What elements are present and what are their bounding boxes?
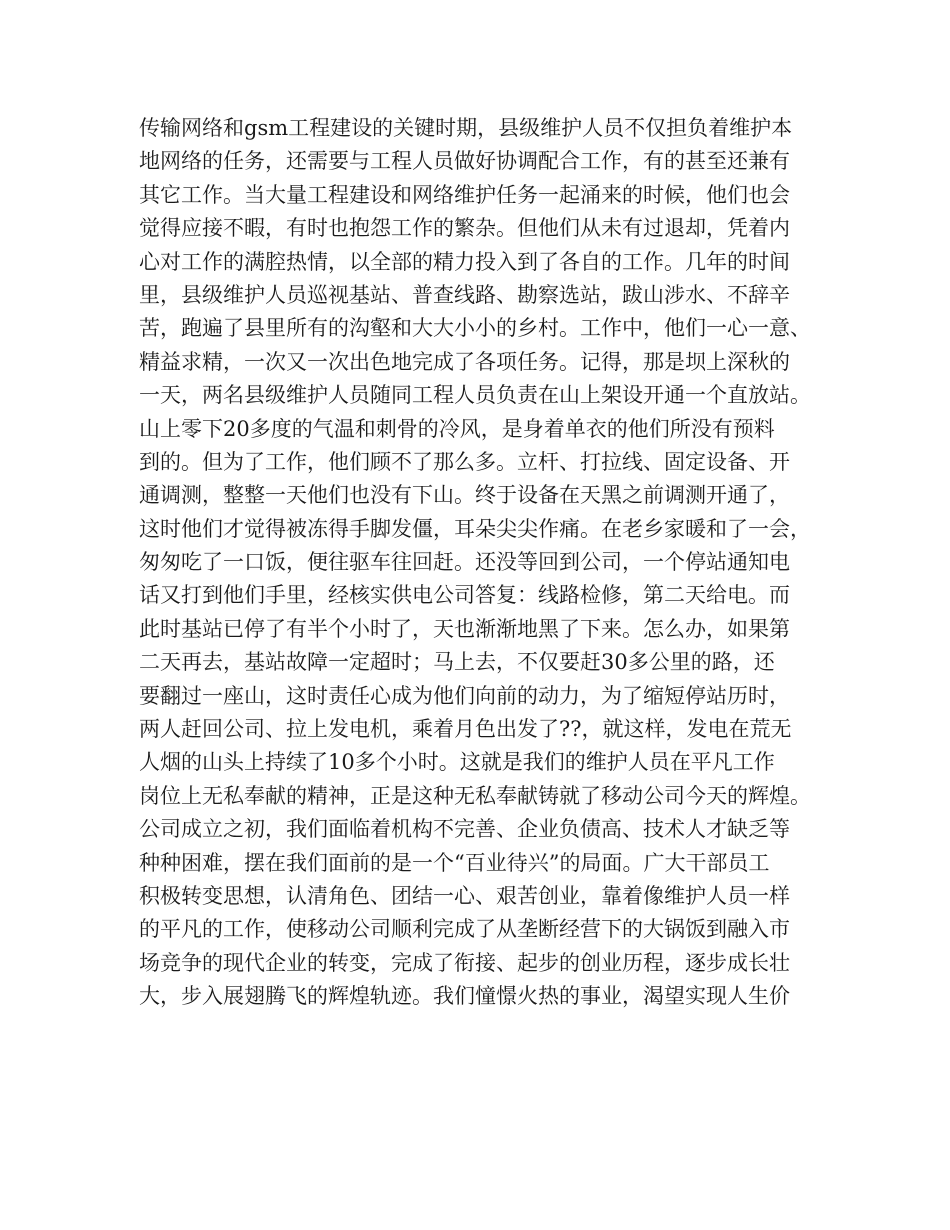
text-line: 此时基站已停了有半个小时了，天也渐渐地黑了下来。怎么办，如果第 xyxy=(139,616,790,641)
text-line: 精益求精，一次又一次出色地完成了各项任务。记得，那是坝上深秋的 xyxy=(139,349,790,374)
text-line: 地网络的任务，还需要与工程人员做好协调配合工作，有的甚至还兼有 xyxy=(139,149,790,174)
text-line: 其它工作。当大量工程建设和网络维护任务一起涌来的时候，他们也会 xyxy=(139,182,790,207)
text-line: 一天，两名县级维护人员随同工程人员负责在山上架设开通一个直放站。 xyxy=(139,383,811,408)
text-line: 这时他们才觉得被冻得手脚发僵，耳朵尖尖作痛。在老乡家暖和了一会， xyxy=(139,516,811,541)
text-line: 岗位上无私奉献的精神，正是这种无私奉献铸就了移动公司今天的辉煌。 xyxy=(139,783,811,808)
text-line: 传输网络和gsm工程建设的关键时期，县级维护人员不仅担负着维护本 xyxy=(139,116,793,140)
text-line: 山上零下20多度的气温和刺骨的冷风，是身着单衣的他们所没有预料 xyxy=(139,416,775,441)
text-line: 积极转变思想，认清角色、团结一心、艰苦创业，靠着像维护人员一样 xyxy=(139,883,790,908)
text-line: 二天再去，基站故障一定超时；马上去，不仅要赶30多公里的路，还 xyxy=(139,650,775,675)
text-line: 两人赶回公司、拉上发电机，乘着月色出发了??，就这样，发电在荒无 xyxy=(139,717,792,742)
text-line: 大，步入展翅腾飞的辉煌轨迹。我们憧憬火热的事业，渴望实现人生价 xyxy=(139,984,790,1009)
text-line: 心对工作的满腔热情，以全部的精力投入到了各自的工作。几年的时间 xyxy=(139,249,790,274)
text-line: 里，县级维护人员巡视基站、普查线路、勘察选站，跋山涉水、不辞辛 xyxy=(139,282,790,307)
text-line: 通调测，整整一天他们也没有下山。终于设备在天黑之前调测开通了， xyxy=(139,483,790,508)
text-line: 匆匆吃了一口饭，便往驱车往回赶。还没等回到公司，一个停站通知电 xyxy=(139,550,790,575)
text-line: 人烟的山头上持续了10多个小时。这就是我们的维护人员在平凡工作 xyxy=(139,750,775,775)
text-line: 种种困难，摆在我们面前的是一个“百业待兴”的局面。广大干部员工 xyxy=(139,850,770,875)
text-line: 苦，跑遍了县里所有的沟壑和大大小小的乡村。工作中，他们一心一意、 xyxy=(139,316,811,341)
text-line: 觉得应接不暇，有时也抱怨工作的繁杂。但他们从未有过退却，凭着内 xyxy=(139,216,790,241)
text-line: 场竞争的现代企业的转变，完成了衔接、起步的创业历程，逐步成长壮 xyxy=(139,950,790,975)
text-line: 的平凡的工作，使移动公司顺利完成了从垄断经营下的大锅饭到融入市 xyxy=(139,917,790,942)
text-line: 话又打到他们手里，经核实供电公司答复：线路检修，第二天给电。而 xyxy=(139,583,790,608)
body-text xyxy=(139,112,839,1014)
text-line: 公司成立之初，我们面临着机构不完善、企业负债高、技术人才缺乏等 xyxy=(139,817,790,842)
text-line: 要翻过一座山，这时责任心成为他们向前的动力，为了缩短停站历时， xyxy=(139,683,790,708)
text-line: 到的。但为了工作，他们顾不了那么多。立杆、打拉线、固定设备、开 xyxy=(139,449,790,474)
